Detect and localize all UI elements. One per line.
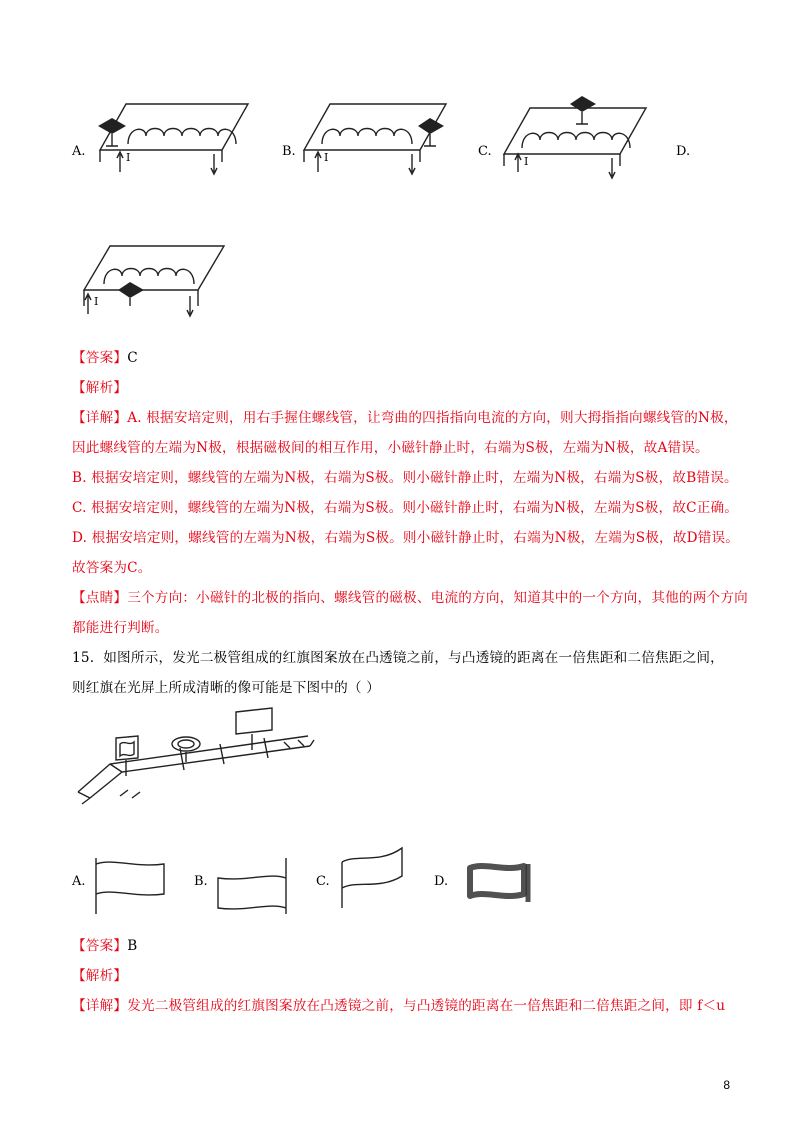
q14-option-d-figure	[80, 240, 230, 320]
q14-option-b-label: B.	[282, 144, 296, 159]
q14-answer	[72, 346, 138, 366]
q15-detail-text-1: 发光二极管组成的红旗图案放在凸透镜之前，与凸透镜的距离在一倍焦距和二倍焦距之间，即 f＜u	[127, 998, 726, 1014]
q14-option-d-label: D.	[676, 144, 691, 159]
q15-stem-line-1	[72, 646, 724, 666]
q15-option-c-label: C.	[316, 874, 330, 889]
q14-tip-text-1: 三个方向：小磁针的北极的指向、螺线管的磁极、电流的方向，知道其中的一个方向，其他的两个方向	[127, 590, 748, 606]
q15-option-b-figure	[214, 856, 294, 916]
q14-detail-line-4: C. 根据安培定则，螺线管的左端为N极，右端为S极。则小磁针静止时，右端为N极，左端为S极，故C正确。	[72, 500, 739, 516]
q15-stem-text-1: 如图所示，发光二极管组成的红旗图案放在凸透镜之前，与凸透镜的距离在一倍焦距和二倍焦距之间，	[103, 650, 724, 666]
q15-option-c-figure	[336, 842, 416, 912]
q14-detail-line-5: D. 根据安培定则，螺线管的左端为N极，右端为S极。则小磁针静止时，右端为N极，左端为S极，故D错误。	[72, 530, 740, 546]
page-number: 8	[723, 1078, 730, 1092]
q15-option-a-label: A.	[72, 874, 86, 889]
q14-option-a-label: A.	[72, 144, 86, 159]
q15-answer	[72, 934, 137, 954]
q14-option-a-figure	[96, 100, 256, 180]
q15-option-d-label: D.	[434, 874, 449, 889]
q15-option-b-label: B.	[194, 874, 208, 889]
q14-option-c-current-label: I	[524, 155, 529, 168]
q14-detail-tag: 【详解】	[72, 410, 128, 426]
q14-tip-line-1	[72, 586, 748, 606]
q15-detail-tag: 【详解】	[72, 998, 128, 1014]
q14-option-a-current-label: I	[126, 151, 131, 164]
q14-option-c-label: C.	[478, 144, 492, 159]
q14-tip-line-2: 都能进行判断。	[72, 620, 169, 636]
q14-detail-line-3: B. 根据安培定则，螺线管的左端为N极，右端为S极。则小磁针静止时，左端为N极，右端为S极，故B错误。	[72, 470, 738, 486]
q15-answer-tag: 【答案】	[72, 938, 128, 954]
q14-option-d-current-label: I	[94, 295, 99, 308]
q15-analysis-tag: 【解析】	[72, 968, 128, 984]
q14-answer-tag: 【答案】	[72, 350, 128, 366]
q14-option-b-figure	[300, 100, 460, 180]
q15-detail-line-1	[72, 994, 725, 1014]
q15-number: 15.	[72, 650, 95, 666]
q14-detail-line-1	[72, 406, 738, 426]
q14-detail-text-1: A. 根据安培定则，用右手握住螺线管，让弯曲的四指指向电流的方向，则大拇指指向螺线管的N极，	[127, 410, 738, 426]
q15-answer-value: B	[127, 938, 138, 954]
q14-answer-value: C	[127, 350, 138, 366]
q15-optical-bench-figure	[76, 700, 316, 810]
q15-stem-line-2: 则红旗在光屏上所成清晰的像可能是下图中的（ ）	[72, 680, 380, 696]
q14-detail-line-6: 故答案为C。	[72, 560, 152, 576]
q15-option-d-figure	[462, 858, 542, 908]
q14-detail-line-2: 因此螺线管的左端为N极，根据磁极间的相互作用，小磁针静止时，右端为S极，左端为N极，故A错误。	[72, 440, 709, 456]
q14-tip-tag: 【点睛】	[72, 590, 128, 606]
q15-option-a-figure	[92, 856, 172, 916]
q14-analysis-tag: 【解析】	[72, 380, 128, 396]
q14-option-b-current-label: I	[324, 151, 329, 164]
